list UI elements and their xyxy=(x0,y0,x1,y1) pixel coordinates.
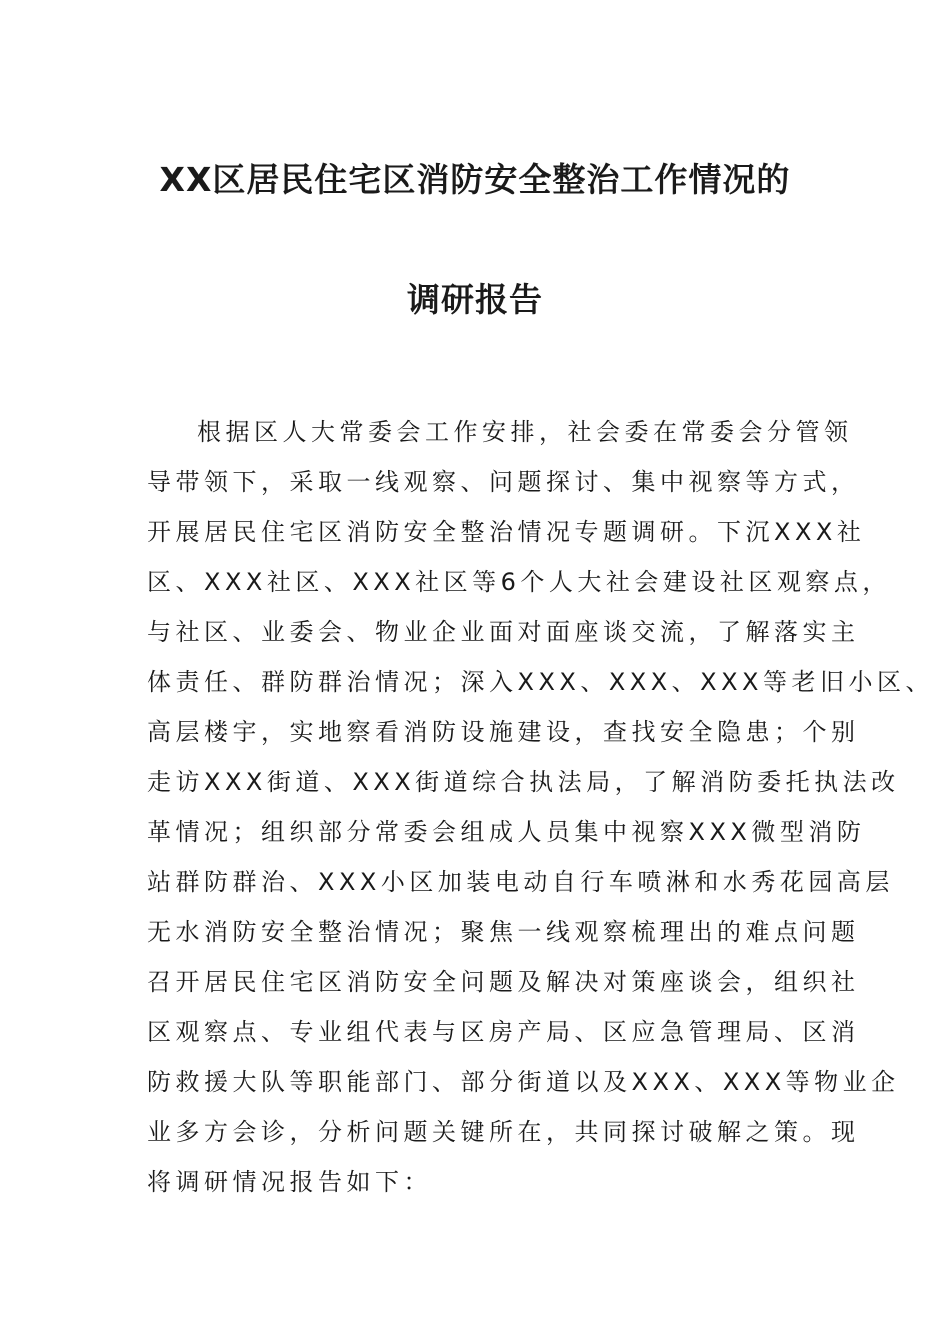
title-line-1: XX区居民住宅区消防安全整治工作情况的 xyxy=(159,160,791,199)
body-line: 区、XXX社区、XXX社区等6个人大社会建设社区观察点， xyxy=(147,568,891,596)
body-line: 无水消防安全整治情况；聚焦一线观察梳理出的难点问题 xyxy=(147,918,860,946)
body-line: 开展居民住宅区消防安全整治情况专题调研。下沉XXX社 xyxy=(147,518,866,546)
body-line: 防救援大队等职能部门、部分街道以及XXX、XXX等物业企 xyxy=(147,1068,900,1096)
body-line: 召开居民住宅区消防安全问题及解决对策座谈会，组织社 xyxy=(147,968,860,996)
body-line: 体责任、群防群治情况；深入XXX、XXX、XXX等老旧小区、 xyxy=(147,668,934,696)
title-line-2: 调研报告 xyxy=(407,280,543,319)
body-line: 革情况；组织部分常委会组成人员集中视察XXX微型消防 xyxy=(147,818,866,846)
body-line: 根据区人大常委会工作安排，社会委在常委会分管领 xyxy=(197,418,853,446)
body-line: 区观察点、专业组代表与区房产局、区应急管理局、区消 xyxy=(147,1018,860,1046)
body-line: 高层楼宇，实地察看消防设施建设，查找安全隐患；个别 xyxy=(147,718,860,746)
body-line: 站群防群治、XXX小区加装电动自行车喷淋和水秀花园高层 xyxy=(147,868,894,896)
body-line: 业多方会诊，分析问题关键所在，共同探讨破解之策。现 xyxy=(147,1118,860,1146)
body-line: 导带领下，采取一线观察、问题探讨、集中视察等方式， xyxy=(147,468,860,496)
body-line: 与社区、业委会、物业企业面对面座谈交流，了解落实主 xyxy=(147,618,860,646)
body-line: 走访XXX街道、XXX街道综合执法局，了解消防委托执法改 xyxy=(147,768,900,796)
body-line: 将调研情况报告如下： xyxy=(147,1168,432,1196)
